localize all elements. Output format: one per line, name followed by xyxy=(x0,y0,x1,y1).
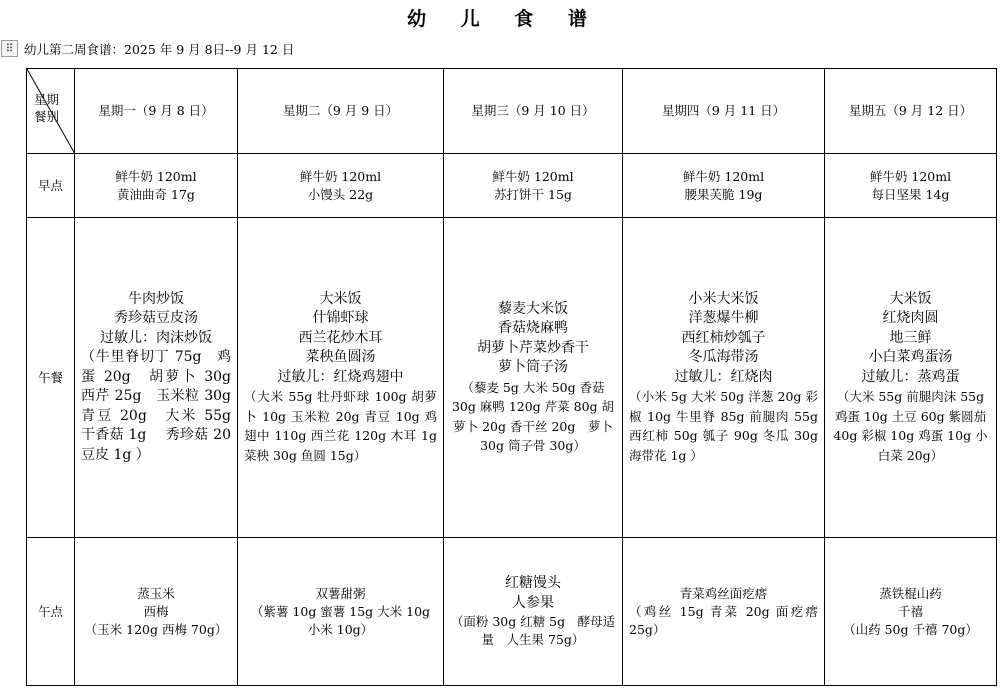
menu-table xyxy=(26,68,997,686)
lunch-dish: 洋葱爆牛柳 xyxy=(688,310,759,327)
snack-item: 双薯甜粥 xyxy=(315,585,366,601)
lunch-dish: 冬瓜海带汤 xyxy=(688,349,759,366)
lunch-ingredients: （藜麦 5g 大米 50g 香菇 30g 麻鸭 120g 芹菜 80g 胡萝卜 20g 香干丝 20g 萝卜 30g 筒子骨 30g） xyxy=(451,379,615,453)
lunch-dish: 西红柿炒瓠子 xyxy=(681,329,766,346)
breakfast-item: 鲜牛奶 120ml xyxy=(869,168,952,184)
lunch-allergy-dish: 过敏儿：红烧肉 xyxy=(674,368,773,385)
snack-row xyxy=(27,538,997,686)
breakfast-cell-mon xyxy=(75,154,238,218)
snack-item: 蒸玉米 xyxy=(137,585,175,601)
lunch-dish: 牛肉炒饭 xyxy=(128,290,184,307)
snack-cell-wed xyxy=(444,538,623,686)
corner-label-weekday: 星期 xyxy=(34,92,60,107)
lunch-dish: 藜麦大米饭 xyxy=(498,300,568,317)
snack-cell-fri xyxy=(825,538,997,686)
table-move-handle-icon[interactable]: ⠿ xyxy=(1,40,18,57)
corner-label-meal: 餐别 xyxy=(34,109,60,124)
breakfast-item: 小馒头 22g xyxy=(307,186,374,202)
lunch-dish: 香菇烧麻鸭 xyxy=(498,320,568,336)
lunch-dish: 小米大米饭 xyxy=(688,290,759,307)
page-title: 幼 儿 食 谱 xyxy=(407,8,601,30)
lunch-dish: 地三鲜 xyxy=(889,329,932,346)
breakfast-item: 腰果芙脆 19g xyxy=(684,186,763,202)
breakfast-item: 鲜牛奶 120ml xyxy=(682,168,765,184)
breakfast-item: 鲜牛奶 120ml xyxy=(492,168,574,184)
snack-item: 西梅 xyxy=(143,603,169,619)
breakfast-item: 鲜牛奶 120ml xyxy=(299,168,382,184)
lunch-dish: 大米饭 xyxy=(319,290,362,307)
lunch-cell-tue xyxy=(238,218,444,538)
lunch-dish: 萝卜筒子汤 xyxy=(498,359,568,375)
lunch-dish: 什锦虾球 xyxy=(312,310,369,327)
lunch-dish: 西兰花炒木耳 xyxy=(298,329,383,346)
meal-label-breakfast: 早点 xyxy=(27,154,75,218)
breakfast-cell-thu xyxy=(623,154,825,218)
lunch-cell-wed xyxy=(444,218,623,538)
snack-item: 青菜鸡丝面疙瘩 xyxy=(679,585,768,601)
snack-ingredients: （面粉 30g 红糖 5g 酵母适量 人生果 75g） xyxy=(450,614,616,647)
breakfast-cell-fri xyxy=(825,154,997,218)
snack-ingredients: （山药 50g 千禧 70g） xyxy=(843,621,978,637)
breakfast-item: 黄油曲奇 17g xyxy=(117,186,195,202)
lunch-dish: 菜秧鱼圆汤 xyxy=(305,349,376,366)
breakfast-item: 苏打饼干 15g xyxy=(494,186,572,202)
breakfast-item: 每日坚果 14g xyxy=(871,186,950,202)
snack-item: 人参果 xyxy=(512,594,554,611)
snack-ingredients: （鸡丝 15g 青菜 20g 面疙瘩 25g） xyxy=(629,603,818,637)
lunch-row xyxy=(27,218,997,538)
snack-cell-tue xyxy=(238,538,444,686)
lunch-cell-thu xyxy=(623,218,825,538)
lunch-dish: 大米饭 xyxy=(889,290,932,307)
lunch-ingredients: （牛里脊切丁 75g 鸡蛋 20g 胡萝卜 30g 西芹 25g 玉米粒 30g 青豆 20g 大米 55g 干香菇 1g 秀珍菇 20 豆皮 1g ） xyxy=(81,349,245,463)
lunch-cell-fri xyxy=(825,218,997,538)
snack-item: 千禧 xyxy=(897,603,923,619)
day-header-thu: 星期四（9 月 11 日） xyxy=(623,69,825,154)
day-header-tue: 星期二（9 月 9 日） xyxy=(238,69,444,154)
breakfast-item: 鲜牛奶 120ml xyxy=(115,168,197,184)
day-header-mon: 星期一（9 月 8 日） xyxy=(75,69,238,154)
snack-cell-thu xyxy=(623,538,825,686)
lunch-ingredients: （大米 55g 前腿肉沫 55g 鸡蛋 10g 土豆 60g 紫圆茄 40g 彩椒 10g 鸡蛋 10g 小白菜 20g） xyxy=(833,389,988,463)
meal-label-snack: 午点 xyxy=(27,538,75,686)
lunch-cell-mon xyxy=(75,218,245,538)
lunch-allergy-dish: 过敏儿：红烧鸡翅中 xyxy=(277,368,404,385)
lunch-dish: 红烧肉圆 xyxy=(882,310,939,327)
breakfast-row xyxy=(27,154,997,218)
snack-item: 红糖馒头 xyxy=(505,575,561,591)
snack-item: 蒸铁棍山药 xyxy=(879,585,942,601)
lunch-ingredients: （大米 55g 牡丹虾球 100g 胡萝卜 10g 玉米粒 20g 青豆 10g 鸡翅中 110g 西兰花 120g 木耳 1g 菜秧 30g 鱼圆 15g） xyxy=(244,389,437,463)
lunch-ingredients: （小米 5g 大米 50g 洋葱 20g 彩椒 10g 牛里脊 85g 前腿肉 55g 西红柿 50g 瓠子 90g 冬瓜 30g 海带花 1g ） xyxy=(629,389,818,463)
corner-header-cell xyxy=(27,69,75,154)
lunch-dish: 秀珍菇豆皮汤 xyxy=(114,310,198,327)
snack-ingredients: （紫薯 10g 蜜薯 15g 大米 10g 小米 10g） xyxy=(250,603,431,637)
lunch-dish: 胡萝卜芹菜炒香干 xyxy=(477,339,589,356)
meal-label-lunch: 午餐 xyxy=(27,218,75,538)
lunch-allergy-dish: 过敏儿：肉沫炒饭 xyxy=(100,329,212,346)
day-header-fri: 星期五（9 月 12 日） xyxy=(825,69,997,154)
snack-cell-mon xyxy=(75,538,238,686)
breakfast-cell-wed xyxy=(444,154,623,218)
snack-ingredients: （玉米 120g 西梅 70g） xyxy=(84,621,228,637)
header-row xyxy=(27,69,997,154)
breakfast-cell-tue xyxy=(238,154,444,218)
menu-subtitle: 幼儿第二周食谱：2025 年 9 月 8日--9 月 12 日 xyxy=(24,42,295,57)
day-header-wed: 星期三（9 月 10 日） xyxy=(444,69,623,154)
lunch-allergy-dish: 过敏儿：蒸鸡蛋 xyxy=(861,368,960,385)
lunch-dish: 小白菜鸡蛋汤 xyxy=(868,349,953,366)
